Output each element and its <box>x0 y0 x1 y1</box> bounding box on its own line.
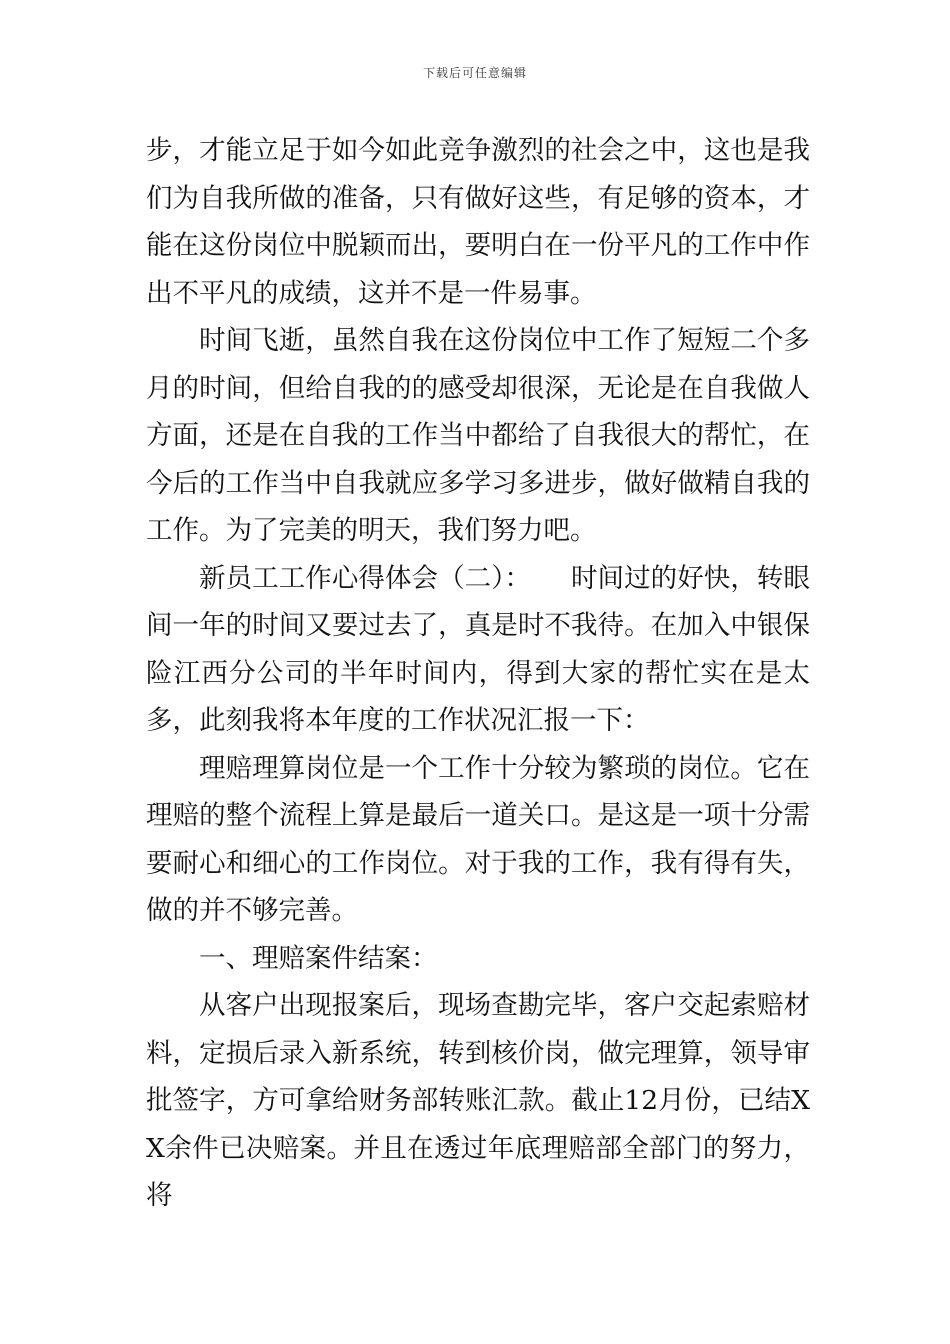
paragraph: 时间飞逝，虽然自我在这份岗位中工作了短短二个多月的时间，但给自我的的感受却很深，无论是在自我做人方面，还是在自我的工作当中都给了自我很大的帮忙，在今后的工作当中自我就应多学习多进步，做好做精自我的工作。为了完美的明天，我们努力吧。 <box>146 325 810 546</box>
paragraph: 从客户出现报案后，现场查勘完毕，客户交起索赔材料，定损后录入新系统，转到核价岗，做完理算，领导审批签字，方可拿给财务部转账汇款。截止12月份，已结XX余件已决赔案。并且在透过年底理赔部全部门的努力，将 <box>146 990 810 1211</box>
paragraph: 新员工工作心得体会（二）： 时间过的好快，转眼间一年的时间又要过去了，真是时不我待。在加入中银保险江西分公司的半年时间内，得到大家的帮忙实在是太多，此刻我将本年度的工作状况汇报一下： <box>146 562 810 736</box>
page-header: 下载后可任意编辑 <box>422 66 527 80</box>
document-body <box>146 127 810 1220</box>
paragraph: 理赔理算岗位是一个工作十分较为繁琐的岗位。它在理赔的整个流程上算是最后一道关口。是这是一项十分需要耐心和细心的工作岗位。对于我的工作，我有得有失，做的并不够完善。 <box>146 752 810 926</box>
section-heading: 一、理赔案件结案： <box>199 942 438 974</box>
paragraph-continuation: 步，才能立足于如今如此竞争激烈的社会之中，这也是我们为自我所做的准备，只有做好这些，有足够的资本，才能在这份岗位中脱颖而出，要明白在一份平凡的工作中作出不平凡的成绩，这并不是一件易事。 <box>146 135 810 309</box>
